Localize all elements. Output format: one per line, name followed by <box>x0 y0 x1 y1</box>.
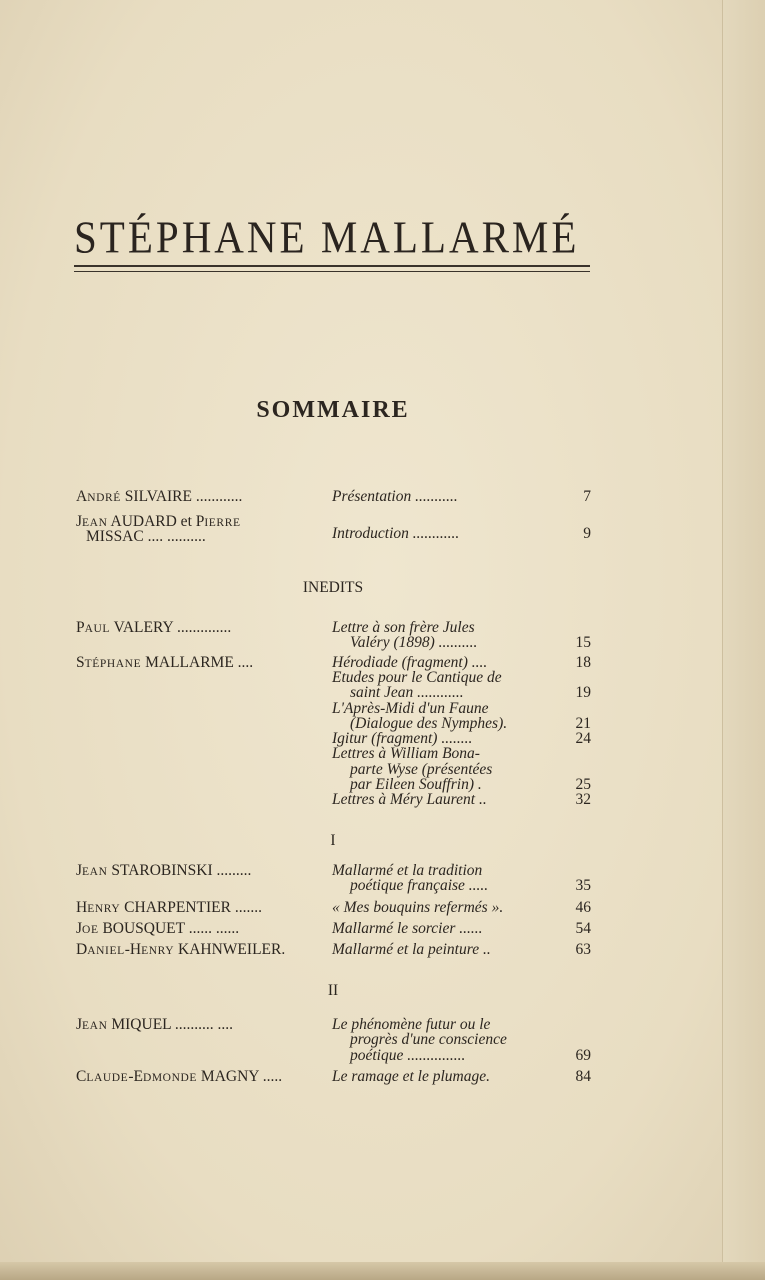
entry-author <box>76 920 239 939</box>
entry-title: Lettres à Méry Laurent .. <box>332 791 487 809</box>
author-name-part: IERRE <box>204 517 241 529</box>
entry-title: Etudes pour le Cantique de <box>332 668 502 686</box>
entry-page-number: 15 <box>575 634 591 652</box>
author-name-part: EAN <box>82 1020 108 1032</box>
author-name-part: MALLARME .... <box>141 653 254 671</box>
author-name-part: OE <box>82 923 99 936</box>
entry-title: Mallarmé et la tradition <box>332 862 483 879</box>
entry-page-number: 35 <box>575 877 591 895</box>
entry-page-number: 21 <box>575 714 591 732</box>
page-edge <box>722 0 765 1280</box>
entry-author <box>76 1016 233 1035</box>
entry-page-number: 24 <box>575 730 591 748</box>
entry-page-number: 25 <box>575 776 591 793</box>
author-name-part: E <box>133 1067 143 1085</box>
entry-page-number: 54 <box>575 919 591 937</box>
entry-title: Igitur (fragment) ........ <box>332 730 473 748</box>
author-name-part: P <box>195 513 205 530</box>
author-name-part: AUDARD et <box>107 513 196 530</box>
author-name-part: AUL <box>84 623 111 635</box>
entry-page-number: 7 <box>583 488 591 505</box>
author-name-part: STAROBINSKI ......... <box>107 862 252 879</box>
author-name-part: P <box>76 619 85 636</box>
entry-title: Mallarmé et la peinture .. <box>332 941 491 959</box>
entry-title: progrès d'une conscience <box>350 1031 507 1049</box>
entry-title: Mallarmé le sorcier ...... <box>332 919 483 937</box>
entry-title: Le phénomène futur ou le <box>332 1016 491 1033</box>
author-name-part: - <box>124 941 130 959</box>
entry-title: Présentation ........... <box>332 488 458 505</box>
author-name-part: SILVAIRE ............ <box>120 488 243 505</box>
author-name-part: MAGNY ..... <box>197 1067 283 1085</box>
entry-page-number: 19 <box>575 684 591 702</box>
entry-page-number: 46 <box>575 898 591 916</box>
entry-author <box>76 862 251 881</box>
author-name-part: A <box>76 488 88 505</box>
page-title: STÉPHANE MALLARMÉ <box>74 211 580 263</box>
entry-author <box>76 488 242 507</box>
entry-author <box>76 1068 282 1087</box>
author-name-part: EAN <box>82 866 108 878</box>
entry-title: poétique ............... <box>350 1046 466 1064</box>
entry-title: Le ramage et le plumage. <box>332 1067 490 1085</box>
entry-author <box>86 528 206 545</box>
author-name-part: H <box>76 898 88 916</box>
author-name-part: KAHNWEILER. <box>174 941 286 959</box>
entry-title: Introduction ............ <box>332 525 460 542</box>
entry-title: « Mes bouquins refermés ». <box>332 898 504 916</box>
author-name-part: ENRY <box>141 945 175 958</box>
entry-page-number: 63 <box>575 941 591 959</box>
section-heading: I <box>330 832 336 849</box>
entry-title: (Dialogue des Nymphes). <box>350 714 508 732</box>
author-name-part: DMONDE <box>142 1071 198 1084</box>
author-name-part: TÉPHANE <box>84 657 142 670</box>
entry-title: poétique française ..... <box>350 877 489 895</box>
entry-author <box>76 941 285 960</box>
entry-page-number: 69 <box>575 1046 591 1064</box>
entry-title: saint Jean ............ <box>350 684 464 702</box>
contents-heading: SOMMAIRE <box>256 397 410 423</box>
section-heading: INEDITS <box>302 579 364 596</box>
entry-title: Lettres à William Bona- <box>332 745 480 763</box>
author-name-part: J <box>76 919 83 937</box>
section-heading: II <box>327 982 339 999</box>
title-rule-thin <box>74 271 590 272</box>
author-name-part: NDRÉ <box>87 492 121 504</box>
entry-page-number: 32 <box>575 791 591 809</box>
author-name-part: J <box>76 513 83 530</box>
entry-page-number: 9 <box>583 525 591 542</box>
entry-author <box>76 654 253 673</box>
entry-title: par Eileen Souffrin) . <box>350 776 482 793</box>
entry-title: L'Après-Midi d'un Faune <box>332 699 489 717</box>
author-name-part: MISSAC .... .......... <box>86 528 206 546</box>
author-name-part: CHARPENTIER ....... <box>120 898 262 916</box>
author-name-part: S <box>76 653 85 671</box>
entry-title: Valéry (1898) .......... <box>350 634 478 652</box>
author-name-part: ENRY <box>87 902 121 915</box>
author-name-part: H <box>129 941 142 959</box>
author-name-part: EAN <box>82 517 108 529</box>
entry-title: Hérodiade (fragment) .... <box>332 653 488 671</box>
author-name-part: C <box>76 1067 87 1085</box>
author-name-part: LAUDE <box>86 1071 129 1084</box>
entry-author <box>76 899 262 918</box>
entry-title: parte Wyse (présentées <box>350 760 493 778</box>
entry-page-number: 18 <box>575 653 591 671</box>
title-rule-thick <box>74 265 590 267</box>
author-name-part: MIQUEL .......... .... <box>107 1016 234 1033</box>
author-name-part: BOUSQUET ...... ...... <box>98 919 240 937</box>
author-name-part: J <box>76 862 83 879</box>
author-name-part: VALERY .............. <box>110 619 232 636</box>
author-name-part: - <box>128 1067 134 1085</box>
author-name-part: J <box>76 1016 83 1033</box>
entry-author <box>76 619 231 638</box>
author-name-part: ANIEL <box>87 945 125 958</box>
author-name-part: D <box>76 941 88 959</box>
page-bottom-edge <box>0 1262 765 1280</box>
entry-page-number: 84 <box>575 1067 591 1085</box>
entry-title: Lettre à son frère Jules <box>332 619 475 636</box>
